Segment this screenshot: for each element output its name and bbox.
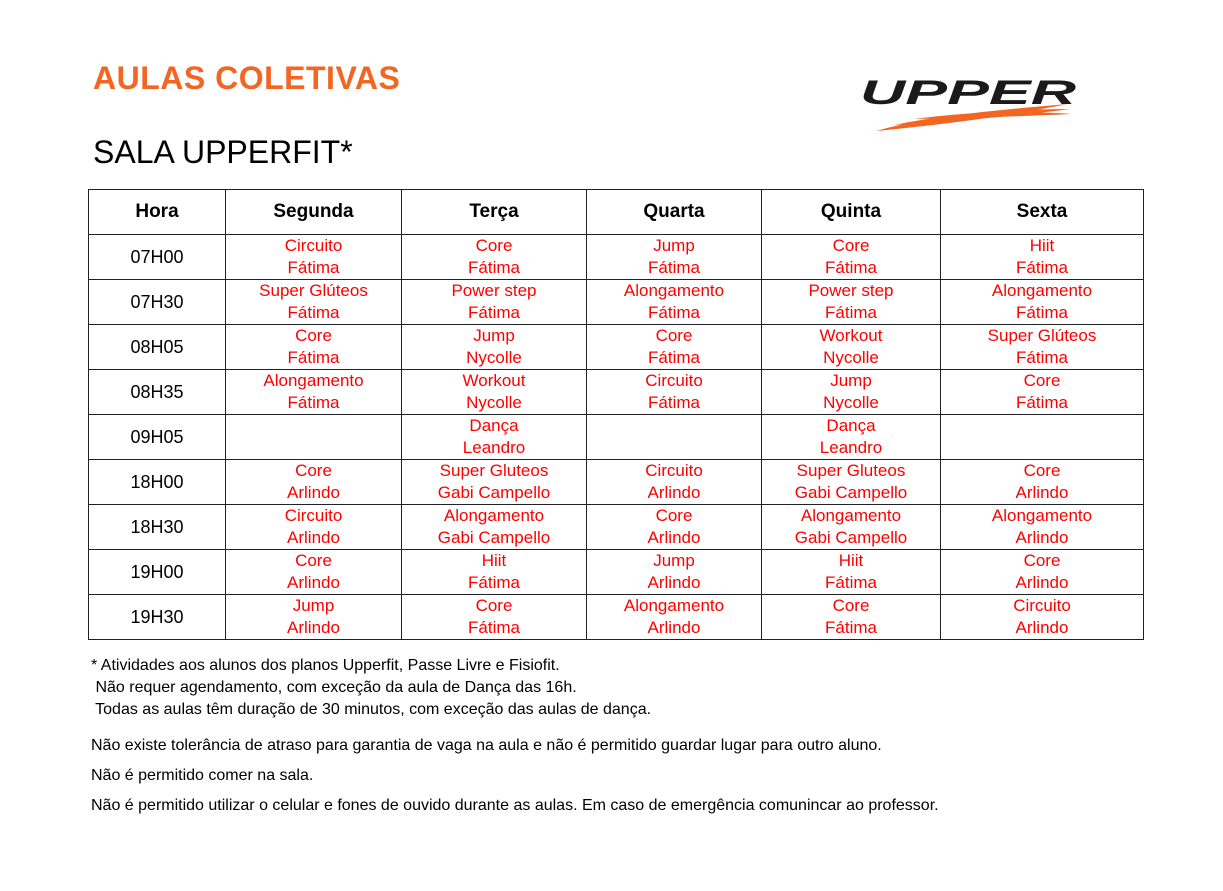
upper-logo-text: UPPER xyxy=(860,76,1077,112)
instructor-name: Fátima xyxy=(1016,348,1068,367)
instructor-name: Arlindo xyxy=(287,573,340,592)
class-cell xyxy=(941,415,1144,460)
class-name: Alongamento xyxy=(991,506,1093,525)
class-name: Jump xyxy=(830,371,872,390)
class-cell xyxy=(402,280,587,325)
instructor-name: Fátima xyxy=(648,393,700,412)
col-header-segunda: Segunda xyxy=(226,190,402,235)
class-name: Circuito xyxy=(284,236,343,255)
class-name: Super Gluteos xyxy=(796,461,906,480)
instructor-name: Fátima xyxy=(825,258,877,277)
class-cell xyxy=(226,595,402,640)
instructor-name: Fátima xyxy=(468,303,520,322)
room-subtitle: SALA UPPERFIT* xyxy=(93,134,353,170)
instructor-name: Arlindo xyxy=(287,483,340,502)
class-cell xyxy=(762,460,941,505)
instructor-name: Nycolle xyxy=(823,348,879,367)
rule-line: Não é permitido comer na sala. xyxy=(91,767,314,784)
class-name: Super Gluteos xyxy=(439,461,549,480)
instructor-name: Fátima xyxy=(1016,303,1068,322)
instructor-name: Arlindo xyxy=(647,528,701,547)
class-name: Hiit xyxy=(481,551,507,570)
class-cell xyxy=(762,235,941,280)
class-cell xyxy=(402,370,587,415)
class-name: Hiit xyxy=(1029,236,1055,255)
table-row xyxy=(89,280,1144,325)
class-name: Core xyxy=(295,326,332,345)
schedule-body xyxy=(89,235,1144,640)
table-row xyxy=(89,415,1144,460)
class-cell xyxy=(941,235,1144,280)
class-cell xyxy=(762,370,941,415)
class-name: Circuito xyxy=(645,461,703,480)
hour-cell: 19H00 xyxy=(89,550,226,595)
class-cell xyxy=(941,550,1144,595)
col-header-sexta: Sexta xyxy=(941,190,1144,235)
class-name: Super Glúteos xyxy=(259,281,368,300)
class-cell xyxy=(226,505,402,550)
class-name: Power step xyxy=(451,281,537,300)
instructor-name: Arlindo xyxy=(647,483,701,502)
class-name: Dança xyxy=(826,416,876,435)
instructor-name: Arlindo xyxy=(1015,573,1069,592)
col-header-terca: Terça xyxy=(402,190,587,235)
table-row xyxy=(89,325,1144,370)
instructor-name: Fátima xyxy=(648,303,700,322)
instructor-name: Arlindo xyxy=(1015,528,1069,547)
class-cell xyxy=(402,415,587,460)
class-cell xyxy=(587,595,762,640)
class-cell xyxy=(226,415,402,460)
instructor-name: Fátima xyxy=(825,573,877,592)
class-cell xyxy=(402,235,587,280)
instructor-name: Nycolle xyxy=(466,393,522,412)
class-name: Core xyxy=(832,596,870,615)
class-cell xyxy=(941,460,1144,505)
hour-cell: 18H30 xyxy=(89,505,226,550)
instructor-name: Arlindo xyxy=(647,618,701,637)
class-cell xyxy=(941,280,1144,325)
instructor-name: Nycolle xyxy=(466,348,522,367)
class-cell xyxy=(587,505,762,550)
class-cell xyxy=(226,235,402,280)
class-name: Alongamento xyxy=(991,281,1093,300)
table-row xyxy=(89,235,1144,280)
instructor-name: Leandro xyxy=(462,438,526,457)
instructor-name: Fátima xyxy=(1016,393,1068,412)
class-name: Core xyxy=(832,236,870,255)
class-name: Jump xyxy=(473,326,515,345)
instructor-name: Gabi Campello xyxy=(437,528,551,547)
class-name: Core xyxy=(1023,371,1061,390)
note-line: Todas as aulas têm duração de 30 minutos, com exceção das aulas de dança. xyxy=(91,701,652,718)
class-cell xyxy=(226,325,402,370)
class-name: Hiit xyxy=(838,551,864,570)
note-line: Não requer agendamento, com exceção da aula de Dança das 16h. xyxy=(91,679,577,696)
hour-cell: 08H35 xyxy=(89,370,226,415)
class-name: Core xyxy=(295,551,332,570)
class-cell xyxy=(587,460,762,505)
rule-line: Não existe tolerância de atraso para garantia de vaga na aula e não é permitido guardar lugar para outro aluno. xyxy=(91,737,882,754)
class-name: Jump xyxy=(292,596,335,615)
col-header-quarta: Quarta xyxy=(587,190,762,235)
class-name: Alongamento xyxy=(623,596,725,615)
col-header-quinta: Quinta xyxy=(762,190,941,235)
class-cell xyxy=(587,280,762,325)
class-name: Jump xyxy=(653,236,695,255)
class-name: Alongamento xyxy=(263,371,364,390)
class-cell xyxy=(762,280,941,325)
notes xyxy=(91,655,651,721)
class-cell xyxy=(762,505,941,550)
table-row xyxy=(89,505,1144,550)
class-cell xyxy=(941,325,1144,370)
hour-cell: 09H05 xyxy=(89,415,226,460)
class-name: Core xyxy=(295,461,332,480)
class-name: Circuito xyxy=(1013,596,1071,615)
class-name: Core xyxy=(1023,551,1061,570)
class-cell xyxy=(587,550,762,595)
table-row xyxy=(89,550,1144,595)
class-name: Alongamento xyxy=(443,506,545,525)
class-cell xyxy=(941,370,1144,415)
class-name: Jump xyxy=(653,551,695,570)
hour-cell: 07H30 xyxy=(89,280,226,325)
class-name: Core xyxy=(1023,461,1061,480)
instructor-name: Arlindo xyxy=(647,573,701,592)
class-cell xyxy=(226,550,402,595)
hour-cell: 07H00 xyxy=(89,235,226,280)
hour-cell: 19H30 xyxy=(89,595,226,640)
class-name: Circuito xyxy=(284,506,343,525)
instructor-name: Gabi Campello xyxy=(794,483,908,502)
header-row xyxy=(89,190,1144,235)
instructor-name: Fátima xyxy=(468,258,520,277)
class-cell xyxy=(587,415,762,460)
instructor-name: Fátima xyxy=(825,618,877,637)
class-cell xyxy=(402,595,587,640)
instructor-name: Fátima xyxy=(1016,258,1068,277)
class-cell xyxy=(226,370,402,415)
class-cell xyxy=(402,505,587,550)
class-cell xyxy=(226,460,402,505)
class-cell xyxy=(762,325,941,370)
instructor-name: Fátima xyxy=(287,348,340,367)
class-name: Alongamento xyxy=(623,281,725,300)
instructor-name: Fátima xyxy=(468,618,520,637)
instructor-name: Fátima xyxy=(648,258,700,277)
page-title: AULAS COLETIVAS xyxy=(93,60,401,96)
class-cell xyxy=(762,595,941,640)
class-name: Workout xyxy=(462,371,526,390)
table-row xyxy=(89,595,1144,640)
class-cell xyxy=(402,325,587,370)
col-header-hora: Hora xyxy=(89,190,226,235)
class-name: Core xyxy=(475,236,513,255)
table-row xyxy=(89,460,1144,505)
class-name: Power step xyxy=(808,281,894,300)
class-name: Workout xyxy=(819,326,883,345)
instructor-name: Fátima xyxy=(287,303,340,322)
note-line: * Atividades aos alunos dos planos Upperfit, Passe Livre e Fisiofit. xyxy=(91,657,560,674)
hour-cell: 08H05 xyxy=(89,325,226,370)
instructor-name: Fátima xyxy=(468,573,520,592)
class-name: Dança xyxy=(469,416,519,435)
hour-cell: 18H00 xyxy=(89,460,226,505)
schedule-table xyxy=(88,189,1144,640)
class-cell xyxy=(402,550,587,595)
class-cell xyxy=(587,370,762,415)
class-name: Super Glúteos xyxy=(987,326,1097,345)
instructor-name: Arlindo xyxy=(1015,618,1069,637)
instructor-name: Fátima xyxy=(287,258,340,277)
instructor-name: Fátima xyxy=(825,303,877,322)
class-cell xyxy=(762,550,941,595)
class-name: Circuito xyxy=(645,371,703,390)
class-cell xyxy=(402,460,587,505)
instructor-name: Arlindo xyxy=(1015,483,1069,502)
class-cell xyxy=(762,415,941,460)
instructor-name: Nycolle xyxy=(823,393,879,412)
class-name: Core xyxy=(475,596,513,615)
instructor-name: Arlindo xyxy=(287,618,340,637)
instructor-name: Arlindo xyxy=(287,528,340,547)
table-row xyxy=(89,370,1144,415)
instructor-name: Gabi Campello xyxy=(794,528,908,547)
class-cell xyxy=(941,505,1144,550)
class-name: Core xyxy=(655,506,693,525)
instructor-name: Fátima xyxy=(648,348,700,367)
instructor-name: Gabi Campello xyxy=(437,483,551,502)
upper-logo xyxy=(858,76,1080,138)
class-cell xyxy=(587,235,762,280)
instructor-name: Leandro xyxy=(819,438,883,457)
class-name: Core xyxy=(655,326,693,345)
class-cell xyxy=(941,595,1144,640)
class-cell xyxy=(226,280,402,325)
class-cell xyxy=(587,325,762,370)
rule-line: Não é permitido utilizar o celular e fones de ouvido durante as aulas. Em caso de emergência comunincar ao professor. xyxy=(91,797,939,814)
class-name: Alongamento xyxy=(800,506,902,525)
instructor-name: Fátima xyxy=(287,393,340,412)
